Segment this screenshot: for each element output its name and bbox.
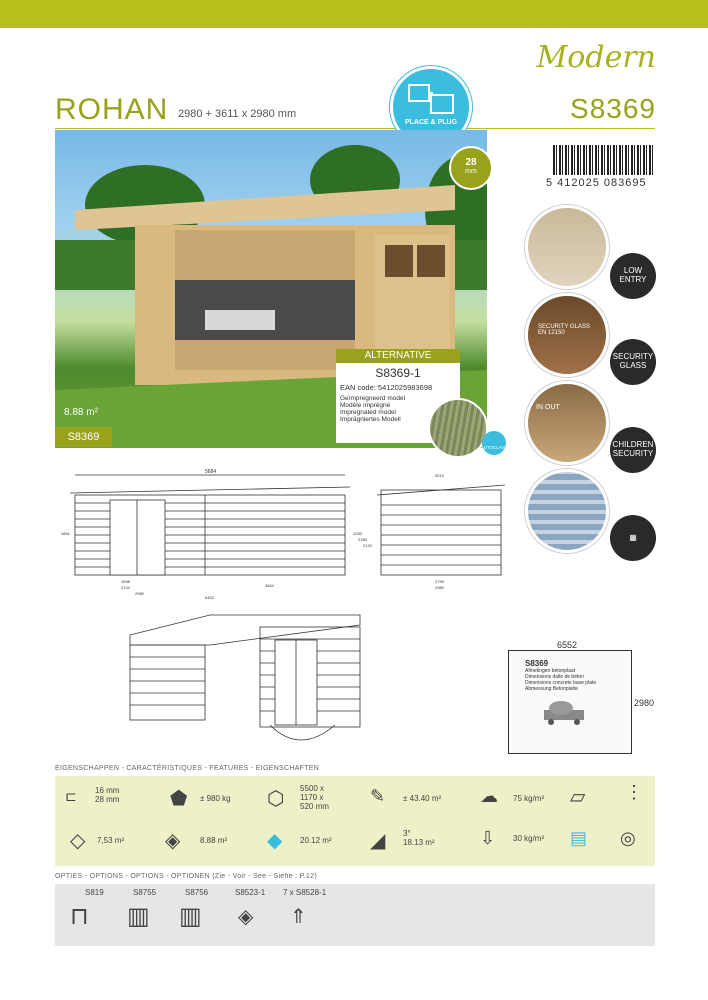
options-heading: OPTIES - OPTIONS - OPTIONS - OPTIONEN (Zie - Voir - See - Siehe : P.12) xyxy=(55,873,317,880)
base-note-3: Dimensions concrete base plate xyxy=(525,680,597,686)
feature-ventilation xyxy=(525,469,637,553)
dim-total: 5684 xyxy=(205,469,217,475)
prop-board xyxy=(65,788,77,805)
option-s8528-1: 7 x S8528-1 xyxy=(283,888,327,897)
manual-icon: ▤ xyxy=(570,828,588,848)
barcode xyxy=(553,145,655,175)
options-panel xyxy=(55,884,655,946)
thickness-badge xyxy=(449,146,493,190)
low-entry-photo xyxy=(525,205,609,289)
dim-side-bottom2: 2980 xyxy=(435,585,444,590)
storage-unit-2-icon: ▥ xyxy=(179,903,202,930)
children-security-detail: IN OUT xyxy=(536,404,560,411)
roofing-roll-icon: ◎ xyxy=(620,828,636,848)
bolt-chain-icon: ⋮ xyxy=(625,782,643,802)
isometric-drawing xyxy=(120,605,370,755)
prop-package-text: 5500 x 1170 x 520 mm xyxy=(300,784,329,811)
autoclave-badge xyxy=(482,431,506,455)
room-area-icon: ◈ xyxy=(165,830,181,852)
snow-load-icon: ☁ xyxy=(480,786,498,806)
package-icon: ⬡ xyxy=(267,788,285,810)
window-icon: ▱ xyxy=(570,786,586,808)
alternative-heading: ALTERNATIVE xyxy=(336,349,460,363)
board-icon: ⊏ xyxy=(65,788,77,804)
option-s8523-1: S8523-1 xyxy=(235,888,266,897)
prop-weight-text: ± 980 kg xyxy=(200,794,231,803)
alternative-code: S8369-1 xyxy=(375,366,421,380)
style-label: Modern xyxy=(536,40,656,75)
paint-brush-icon: ✎ xyxy=(370,786,386,806)
storage-unit-icon: ▥ xyxy=(127,903,150,930)
dim-side-bottom1: 2799 xyxy=(435,579,444,584)
alternative-line-3: Impregnated model xyxy=(340,409,397,416)
prop-slope-text: 3° 18.13 m² xyxy=(403,829,435,847)
top-color-bar xyxy=(0,0,708,28)
prop-roof-text: 20.12 m² xyxy=(300,836,332,845)
base-note-1: Afmetingen betonplaat xyxy=(525,668,576,674)
base-note-2: Dimensions dalle de béton xyxy=(525,674,584,680)
option-s8755: S8755 xyxy=(133,888,157,897)
dim-side-top: 3015 xyxy=(435,473,444,478)
child-icon xyxy=(610,427,656,473)
children-security-photo xyxy=(525,381,609,465)
dim-h4: 2120 xyxy=(363,543,372,548)
properties-panel xyxy=(55,776,655,866)
floor-kit-icon: ◈ xyxy=(238,906,254,928)
code-tag-text: S8369 xyxy=(67,431,100,443)
dim-h3: 2180 xyxy=(358,537,367,542)
alternative-ean: EAN code: 5412025983698 xyxy=(340,383,433,392)
feature-label-security-glass: SECURITY GLASS xyxy=(612,352,654,370)
wind-load-icon: ⇩ xyxy=(480,828,496,848)
canopy-icon: ⊓ xyxy=(70,903,89,930)
prop-wind-text: 30 kg/m² xyxy=(513,834,545,843)
front-elevation-drawing xyxy=(55,465,515,605)
weight-icon: ⬟ xyxy=(170,788,188,810)
base-width: 6552 xyxy=(557,640,578,650)
roof-area-icon: ◆ xyxy=(267,830,283,852)
feature-security-glass xyxy=(525,293,654,377)
dim-left-width: 2980 xyxy=(135,591,144,596)
roof-slope-icon: ◢ xyxy=(370,830,386,852)
dim-right-width: 3644 xyxy=(265,583,274,588)
security-glass-photo xyxy=(525,293,609,377)
prop-snow-text: 75 kg/m² xyxy=(513,794,545,803)
impregnated-wood-circle xyxy=(428,398,488,458)
ventilation-icon: ▦ xyxy=(610,515,656,561)
product-code: S8369 xyxy=(570,93,656,124)
dim-span: 6452 xyxy=(205,595,214,600)
feature-children-security xyxy=(525,381,654,465)
dim-h1: 1851 xyxy=(61,531,70,536)
prop-paint-text: ± 43.40 m² xyxy=(403,794,442,803)
prop-board-text: 16 mm 28 mm xyxy=(95,786,120,804)
option-s8756: S8756 xyxy=(185,888,209,897)
dim-door2: 2744 xyxy=(121,585,130,590)
door-icon xyxy=(610,253,656,299)
base-plate-drawing xyxy=(508,650,632,754)
feature-label-children-security: CHILDREN SECURITY xyxy=(612,440,654,458)
alternative-line-2: Modèle imprégné xyxy=(340,402,391,409)
thickness-value: 28 xyxy=(465,157,477,168)
code-tag xyxy=(55,427,112,447)
place-plug-label: PLACE & PLUG xyxy=(404,119,458,126)
properties-heading: EIGENSCHAPPEN - CARACTÉRISTIQUES - FEATURES - EIGENSCHAFTEN xyxy=(55,765,320,772)
ventilation-photo xyxy=(525,469,609,553)
autoclave-label: AUTOCLAVE xyxy=(480,445,508,450)
floor-area-icon: ◇ xyxy=(70,830,86,852)
alternative-line-1: Geïmpregneerd model xyxy=(340,395,406,402)
feature-low-entry xyxy=(525,205,647,289)
security-glass-detail: SECURITY GLASS EN 12150 xyxy=(538,324,590,336)
option-s819: S819 xyxy=(85,888,104,897)
concrete-mixer-icon xyxy=(539,698,599,728)
alternative-line-4: Imprägniertes Modell xyxy=(340,416,401,423)
dim-h2: 2283 xyxy=(353,531,362,536)
feature-label-low-entry: LOW ENTRY xyxy=(619,266,647,284)
prop-room-text: 8.88 m² xyxy=(200,836,228,845)
foundation-icon: ⇑ xyxy=(290,906,307,928)
base-depth: 2980 xyxy=(634,698,655,708)
area-label: 8.88 m² xyxy=(64,407,98,418)
product-dimensions: 2980 + 3611 x 2980 mm xyxy=(178,108,297,120)
prop-floor-text: 7,53 m² xyxy=(97,836,125,845)
base-note-4: Abmessung Betonplatte xyxy=(525,686,579,692)
base-code: S8369 xyxy=(525,659,549,668)
product-name: ROHAN xyxy=(55,93,169,126)
dim-door: 1598 xyxy=(121,579,130,584)
title-rule xyxy=(55,128,655,129)
thickness-unit: mm xyxy=(465,168,477,175)
glass-icon xyxy=(610,339,656,385)
barcode-number: 5 412025 083695 xyxy=(546,177,647,189)
